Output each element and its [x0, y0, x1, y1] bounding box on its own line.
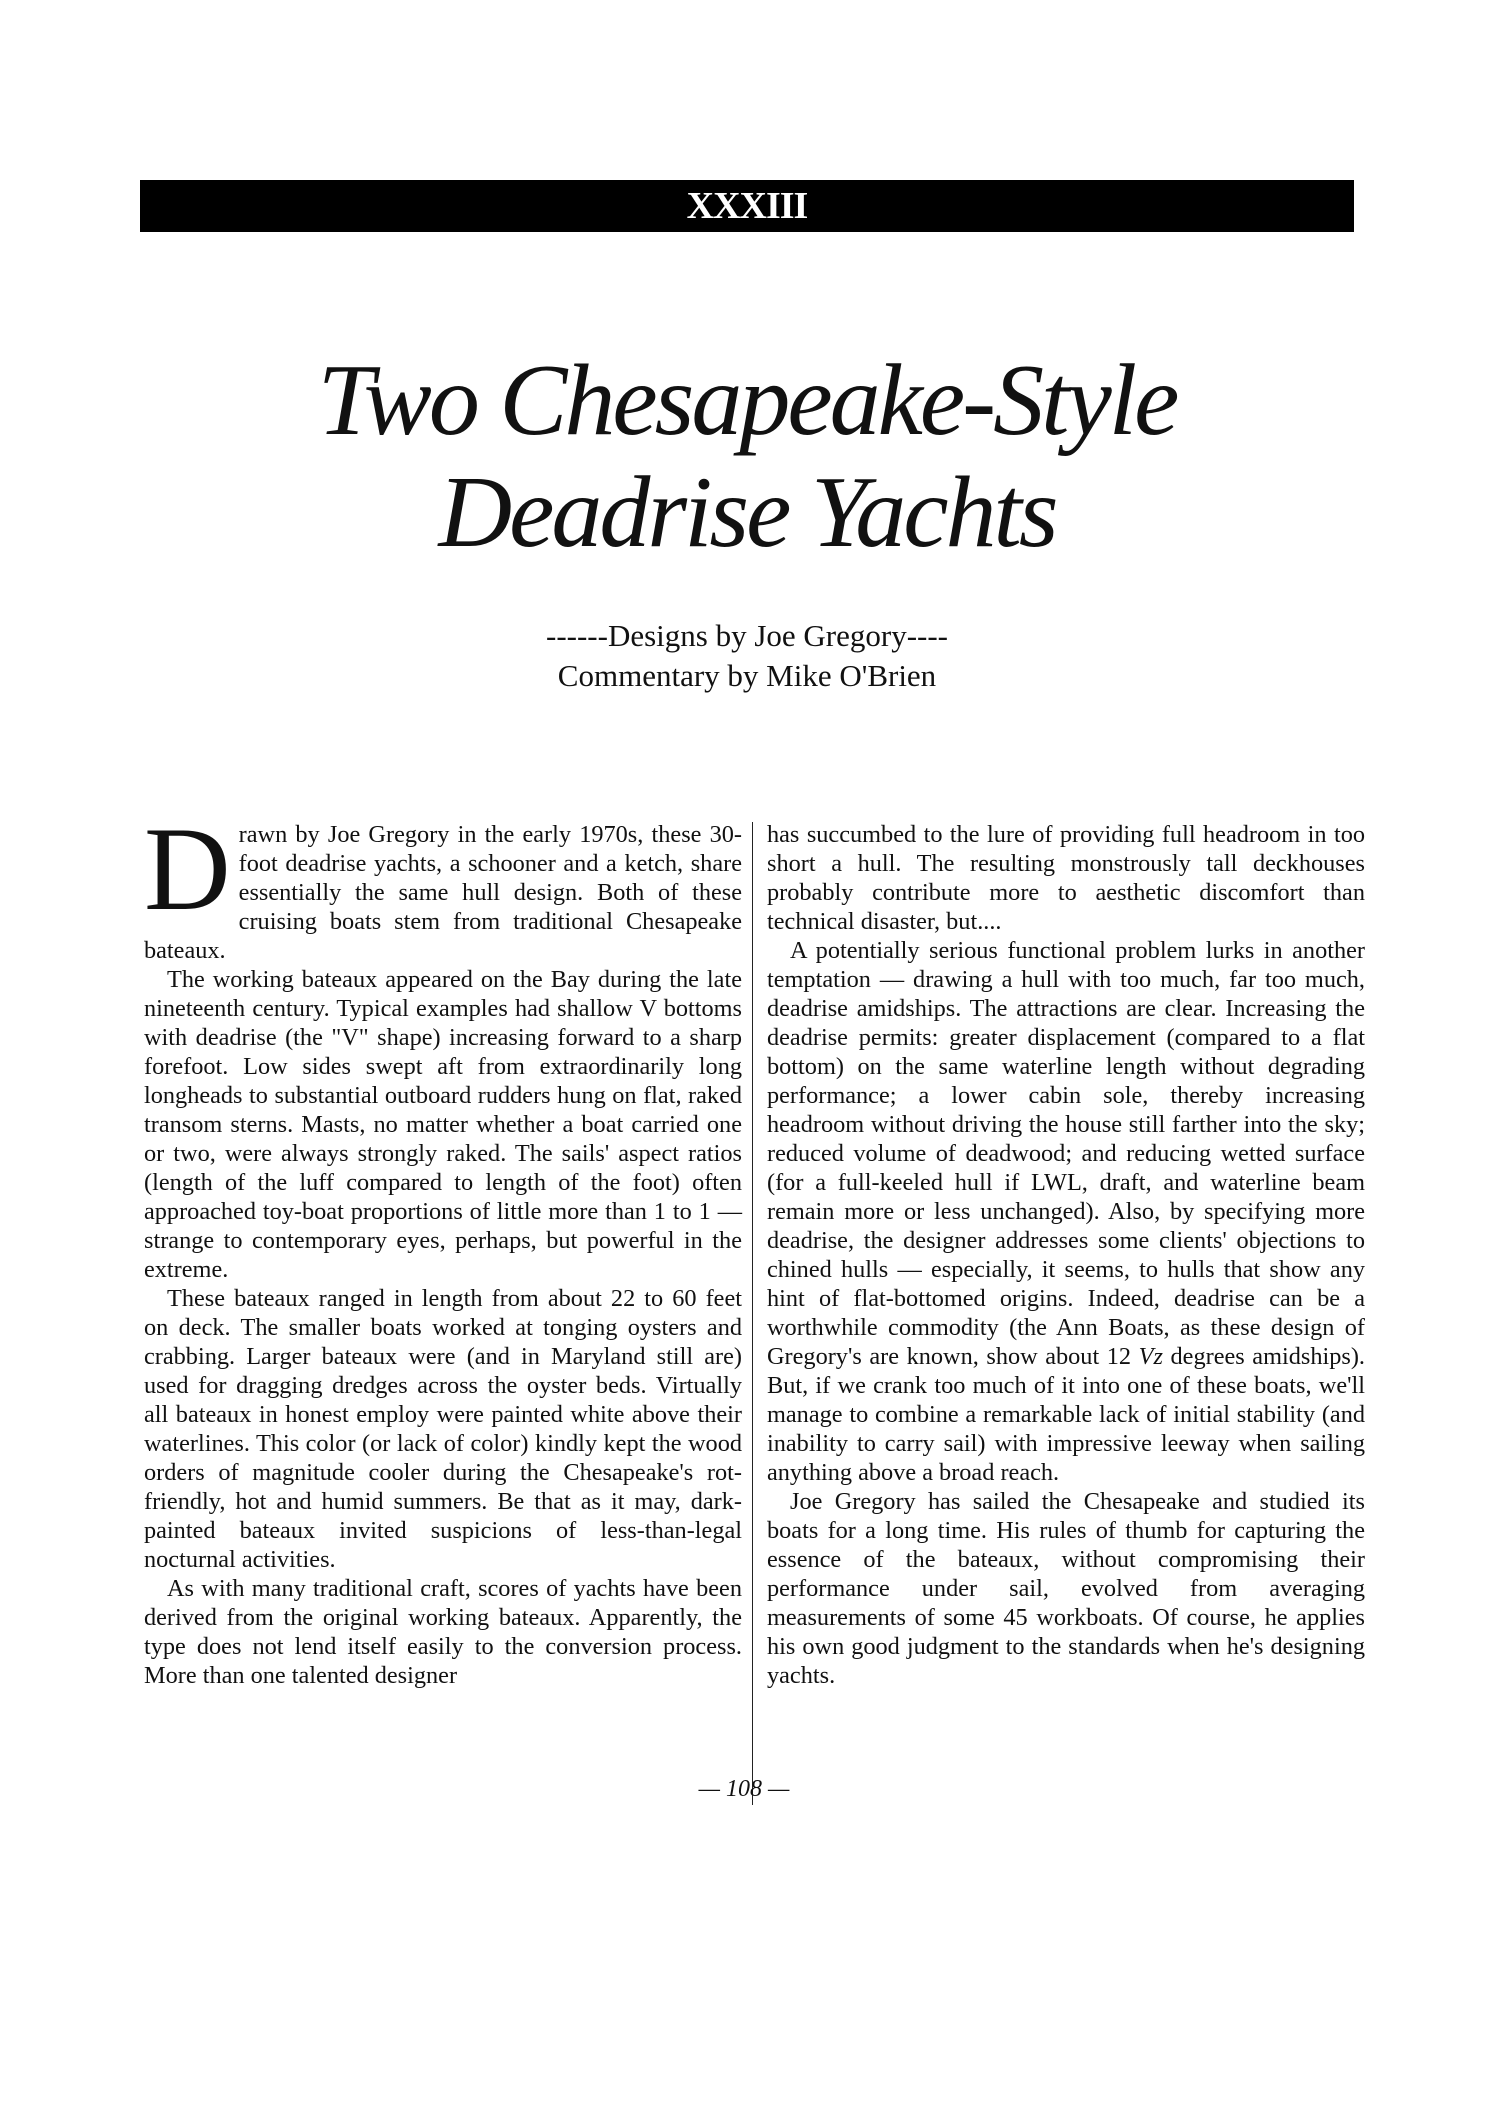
byline-designs: ------Designs by Joe Gregory----: [546, 618, 948, 653]
left-column: [144, 802, 742, 1690]
paragraph-3: These bateaux ranged in length from about 22 to 60 feet on deck. The smaller boats worked at tonging oysters and crabbing. Larger bateaux were (and in Maryland still are) used for dragging dredges across the oyster beds. Virtually all bateaux in honest employ were painted white above their waterlines. This color (or lack of color) kindly kept the wood orders of magnitude cooler during the Chesapeake's rot-friendly, hot and humid summers. Be that as it may, dark-painted bateaux invited suspicions of less-than-legal nocturnal activities.: [144, 1285, 742, 1573]
paragraph-6-text-a: A potentially serious functional problem lurks in another temptation — drawing a hull with too much, far too much, deadrise amidships. The attractions are clear. Increasing the deadrise permits: greater displacement (compared to a flat bottom) on the same waterline length without degrading performance; a lower cabin sole, thereby increasing headroom without driving the house still farther into the sky; reduced volume of deadwood; and reducing wetted surface (for a full-keeled hull if LWL, draft, and waterline beam remain more or less unchanged). Also, by specifying more deadrise, the designer addresses some clients' objections to chined hulls — especially, it seems, to hulls that show any hint of flat-bottomed origins. Indeed, deadrise can be a worthwhile commodity (the Ann Boats, as these design of Gregory's are known, show about 12: [767, 937, 1365, 1370]
fraction-text: Vz: [1138, 1343, 1163, 1370]
chapter-number-banner: [140, 180, 1354, 232]
page-number: — 108 —: [698, 1776, 790, 1802]
drop-cap: D: [144, 802, 231, 935]
title-line-1: Two Chesapeake-Style: [317, 344, 1177, 457]
byline-commentary: Commentary by Mike O'Brien: [557, 658, 937, 693]
paragraph-4: As with many traditional craft, scores of yachts have been derived from the original working bateaux. Apparently, the type does not lend itself easily to the conversion process. More than one talented designer: [144, 1575, 742, 1689]
paragraph-7: Joe Gregory has sailed the Chesapeake and studied its boats for a long time. His rules of thumb for capturing the essence of the bateaux, without compromising their performance under sail, evolved from averaging measurements of some 45 workboats. Of course, he applies his own good judgment to the standards when he's designing yachts.: [767, 1488, 1365, 1689]
paragraph-1-text: rawn by Joe Gregory in the early 1970s, these 30-foot deadrise yachts, a schooner and a ketch, share essentially the same hull design. Both of these cruising boats stem from traditional Chesapeake bateaux.: [144, 821, 742, 964]
byline: [140, 616, 1354, 696]
paragraph-5: has succumbed to the lure of providing full headroom in too short a hull. The resulting monstrously tall deckhouses probably contribute more to aesthetic discomfort than technical disaster, but....: [767, 821, 1365, 935]
paragraph-6: [767, 936, 1365, 1487]
article-title: [140, 345, 1354, 569]
paragraph-1: [144, 802, 742, 965]
column-divider: [752, 822, 753, 1805]
paragraph-2: The working bateaux appeared on the Bay during the late nineteenth century. Typical examples had shallow V bottoms with deadrise (the "V" shape) increasing forward to a sharp forefoot. Low sides swept aft from extraordinarily long longheads to substantial outboard rudders hung on flat, raked transom sterns. Masts, no matter whether a boat carried one or two, were always strongly raked. The sails' aspect ratios (length of the luff compared to length of the foot) often approached toy-boat proportions of little more than 1 to 1 — strange to contemporary eyes, perhaps, but powerful in the extreme.: [144, 966, 742, 1283]
right-column: [767, 820, 1365, 1690]
title-line-2: Deadrise Yachts: [438, 456, 1056, 569]
chapter-number: XXXIII: [686, 185, 808, 227]
paragraph-6-text-b: degrees amidships). But, if we crank too much of it into one of these boats, we'll manage to combine a remarkable lack of initial stability (and inability to carry sail) with impressive leeway when sailing anything above a broad reach.: [767, 1343, 1365, 1486]
